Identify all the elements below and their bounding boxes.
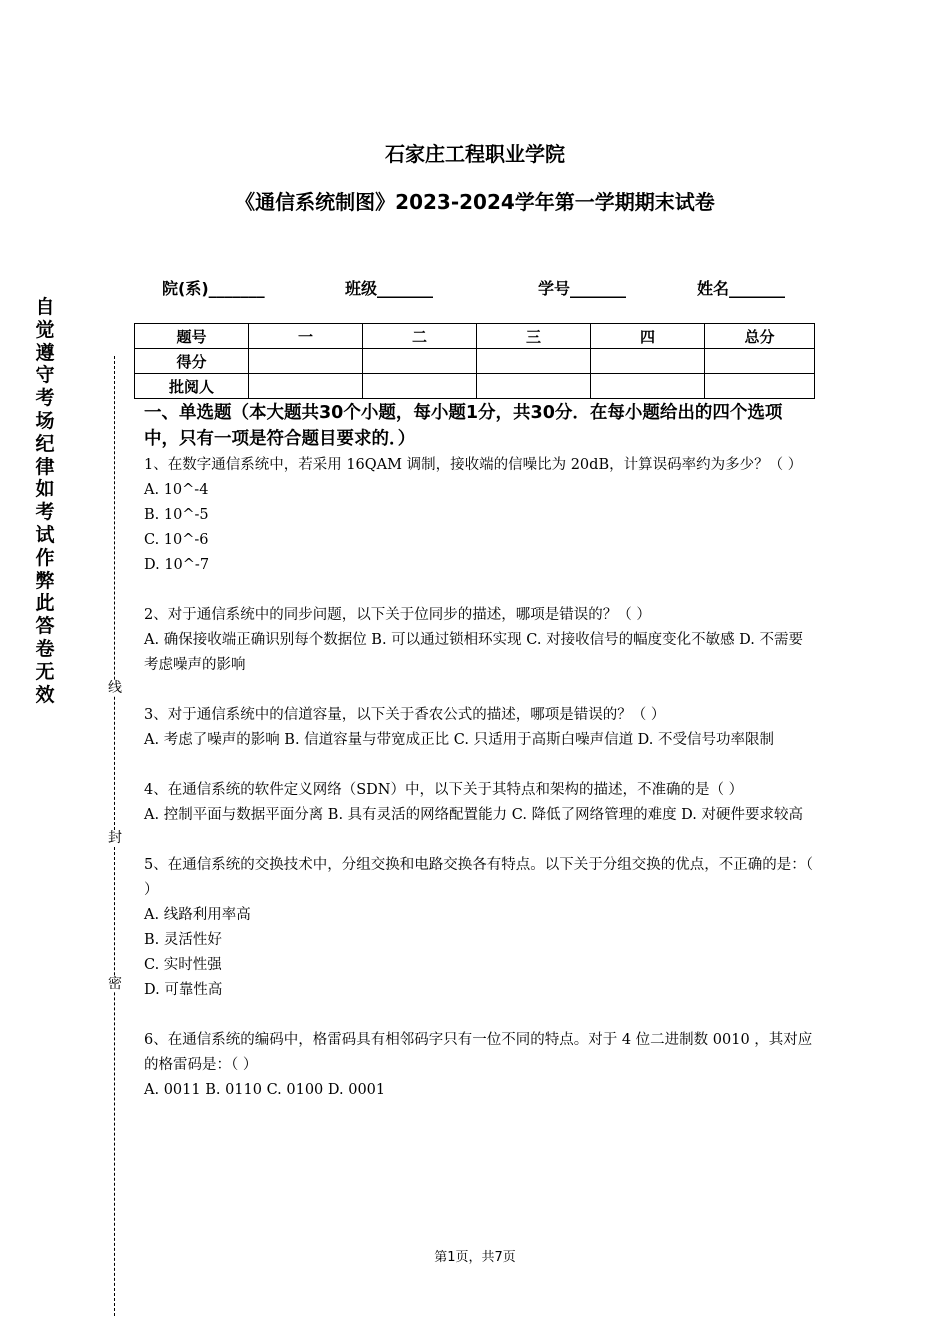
notice-char: 卷 [35,637,55,660]
option: A. 线路利用率高 [144,907,251,923]
option: B. 灵活性好 [144,932,222,948]
notice-char: 效 [35,683,55,706]
reviewer-cell [477,374,591,399]
score-row [135,349,815,374]
question-stem: 3、对于通信系统中的信道容量，以下关于香农公式的描述，哪项是错误的？（ ） [144,707,666,723]
reviewer-row [135,374,815,399]
notice-char: 试 [35,523,55,546]
score-table [134,323,815,399]
class-field: 班级_______ [345,279,434,298]
notice-char: 弊 [35,569,55,592]
options-inline: A. 确保接收端正确识别每个数据位 B. 可以通过锁相环实现 C. 对接收信号的幅度变化不敏感 D. 不需要考虑噪声的影响 [144,632,804,673]
score-table-header-cell: 三 [477,324,591,349]
notice-char: 律 [35,455,55,478]
notice-char: 作 [35,546,55,569]
reviewer-cell [705,374,815,399]
notice-char: 场 [35,409,55,432]
page-number: 第1页，共7页 [434,1250,516,1265]
option: C. 10^-6 [144,532,209,548]
option: A. 10^-4 [144,482,209,498]
exam-title: 《通信系统制图》2023-2024学年第一学期期末试卷 [235,190,715,214]
score-cell [591,349,705,374]
notice-char: 守 [35,364,55,387]
notice-char: 此 [35,592,55,615]
score-cell [477,349,591,374]
score-cell [249,349,363,374]
question-5 [144,853,816,1003]
reviewer-row-label: 批阅人 [135,374,249,399]
question-3 [144,703,816,753]
score-table-header-cell: 一 [249,324,363,349]
question-stem: 4、在通信系统的软件定义网络（SDN）中，以下关于其特点和架构的描述，不准确的是（ ） [144,782,744,798]
notice-char: 觉 [35,318,55,341]
options-inline: A. 考虑了噪声的影响 B. 信道容量与带宽成正比 C. 只适用于高斯白噪声信道 D. 不受信号功率限制 [144,732,775,748]
question-6 [144,1028,816,1103]
question-4 [144,778,816,828]
exam-discipline-notice [30,296,60,706]
score-row-label: 得分 [135,349,249,374]
score-table-header-cell: 题号 [135,324,249,349]
section-heading: 一、单选题（本大题共30个小题，每小题1分，共30分．在每小题给出的四个选项中，只有一项是符合题目要求的．） [144,403,783,449]
seal-label-secret: 密 [108,976,122,992]
options-inline: A. 控制平面与数据平面分离 B. 具有灵活的网络配置能力 C. 降低了网络管理的难度 D. 对硬件要求较高 [144,807,804,823]
option: B. 10^-5 [144,507,209,523]
student-id-field: 学号_______ [538,279,627,298]
notice-char: 遵 [35,341,55,364]
notice-char: 如 [35,478,55,501]
notice-char: 考 [35,501,55,524]
question-2 [144,603,816,678]
question-stem: 5、在通信系统的交换技术中，分组交换和电路交换各有特点。以下关于分组交换的优点，不正确的是：（ ） [144,857,813,898]
question-1 [144,453,816,578]
score-table-header-cell: 总分 [705,324,815,349]
school-name: 石家庄工程职业学院 [385,142,565,166]
options-inline: A. 0011 B. 0110 C. 0100 D. 0001 [144,1082,386,1098]
option: D. 10^-7 [144,557,210,573]
reviewer-cell [591,374,705,399]
score-table-header-cell: 二 [363,324,477,349]
seal-label-seal: 封 [108,830,122,846]
question-stem: 2、对于通信系统中的同步问题，以下关于位同步的描述，哪项是错误的？（ ） [144,607,651,623]
score-cell [363,349,477,374]
seal-label-line: 线 [108,680,122,696]
notice-char: 自 [35,296,55,318]
notice-char: 纪 [35,432,55,455]
option: C. 实时性强 [144,957,222,973]
score-table-header-cell: 四 [591,324,705,349]
reviewer-cell [363,374,477,399]
notice-char: 无 [35,660,55,683]
question-stem: 1、在数字通信系统中，若采用 16QAM 调制，接收端的信噪比为 20dB，计算误码率约为多少？（ ） [144,457,803,473]
score-cell [705,349,815,374]
notice-char: 答 [35,615,55,638]
question-stem: 6、在通信系统的编码中，格雷码具有相邻码字只有一位不同的特点。对于 4 位二进制数 0010 ，其对应的格雷码是：（ ） [144,1032,813,1073]
question-content [144,400,816,1128]
option: D. 可靠性高 [144,982,223,998]
score-table-header-row [135,324,815,349]
reviewer-cell [249,374,363,399]
notice-char: 考 [35,387,55,410]
name-field: 姓名_______ [697,279,786,298]
department-field: 院(系)_______ [162,279,265,298]
